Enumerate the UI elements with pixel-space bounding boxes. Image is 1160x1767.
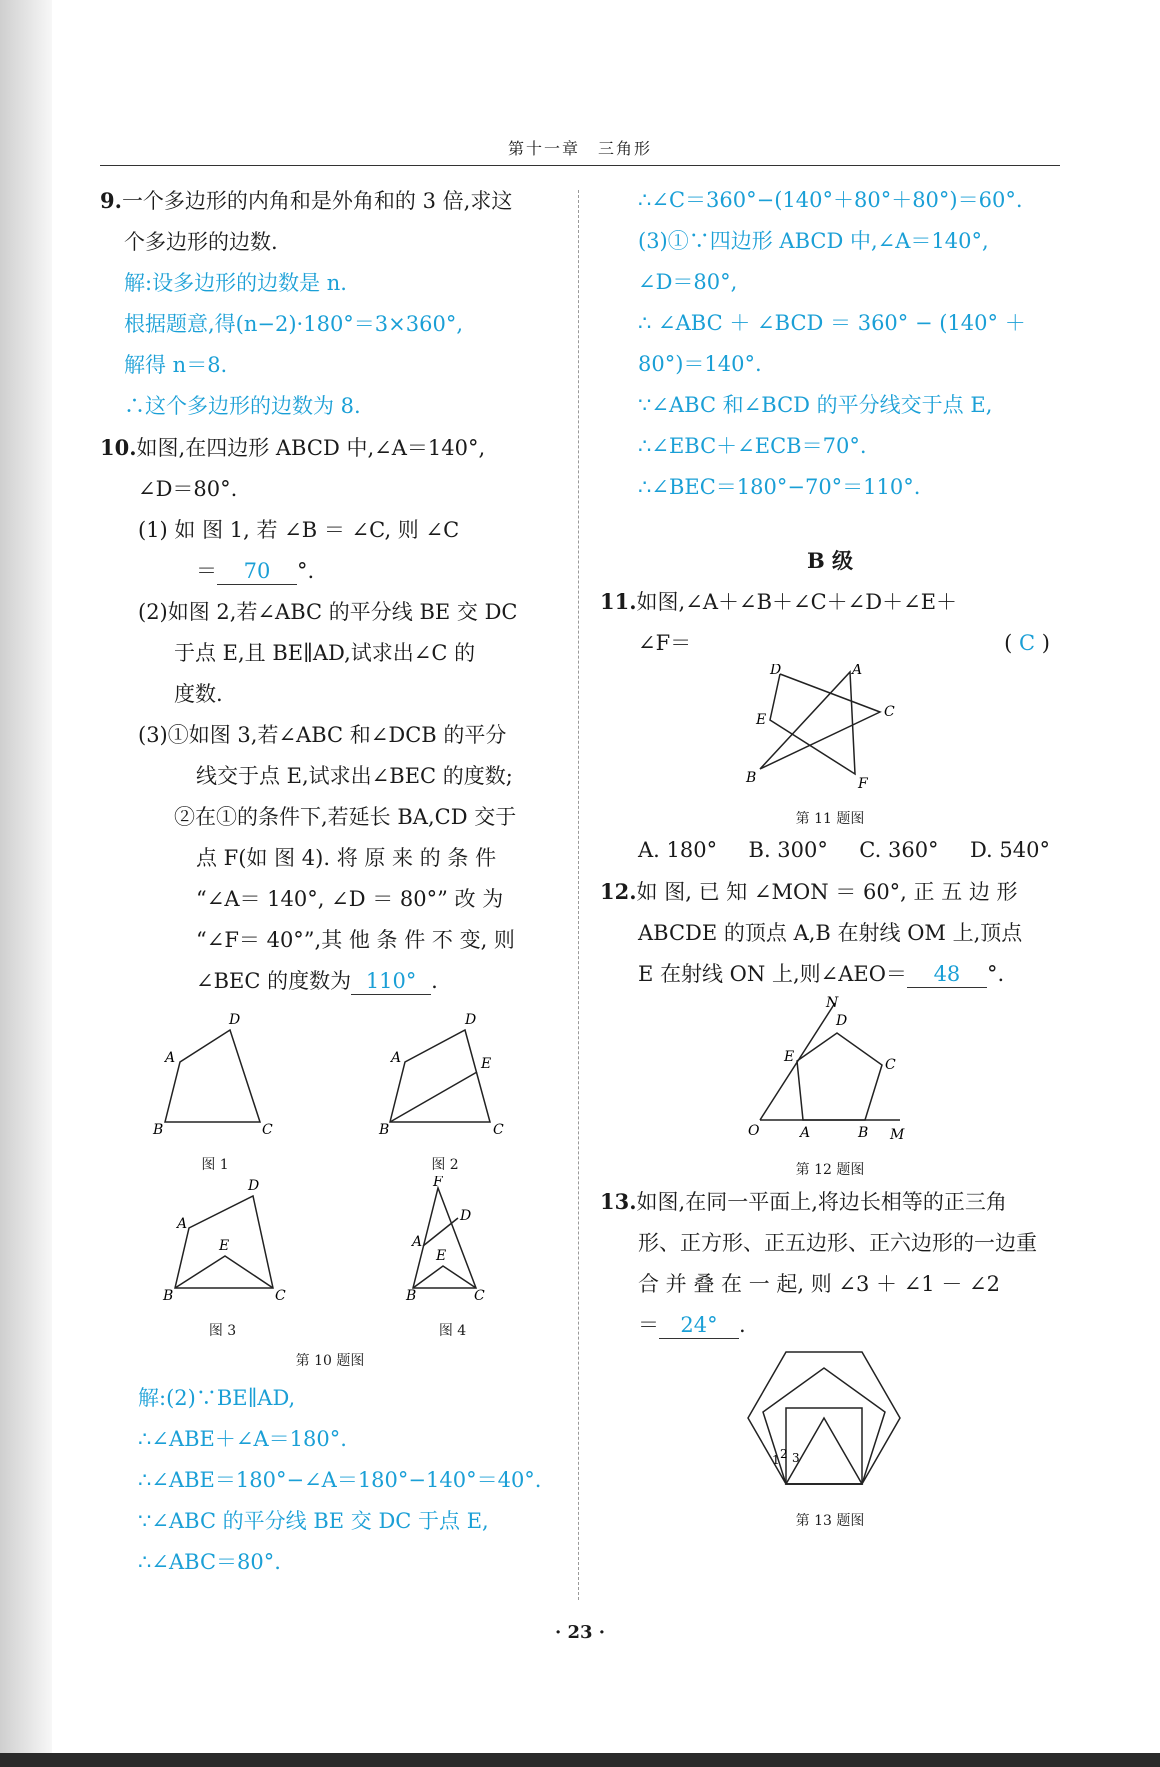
question-text: 如 图, 已 知 ∠MON ＝ 60°, 正 五 边 形 (636, 880, 1018, 904)
part-3-text: “∠F＝ 40°”,其 他 条 件 不 变, 则 (196, 928, 515, 952)
figure-11 (600, 664, 1060, 830)
question-text: 个多边形的边数. (124, 230, 278, 254)
answer-blank: 24° (659, 1312, 739, 1339)
figure-3 (153, 1176, 293, 1342)
svg-text:B: B (162, 1288, 173, 1304)
triangle-fbc (413, 1188, 476, 1288)
level-heading: B 级 (806, 548, 854, 573)
svg-text:A: A (176, 1216, 187, 1232)
svg-text:M: M (890, 1127, 905, 1143)
question-text: 合 并 叠 在 一 起, 则 ∠3 ＋ ∠1 － ∠2 (638, 1272, 1000, 1296)
svg-text:E: E (435, 1248, 446, 1264)
figure-row-2 (100, 1176, 560, 1342)
question-text: ∠D＝80°. (138, 477, 238, 501)
figure-12 (600, 995, 1060, 1181)
part-3-text: 点 F(如 图 4). 将 原 来 的 条 件 (196, 846, 497, 870)
solution-line: ∴这个多边形的边数为 8. (124, 394, 361, 418)
svg-text:E: E (756, 712, 767, 728)
svg-text:B: B (405, 1288, 416, 1304)
svg-text:D: D (465, 1012, 477, 1028)
question-number: 9. (100, 188, 122, 213)
answer-blank: 48 (907, 961, 987, 988)
answer-bracket (1004, 623, 1050, 664)
figure-caption: 第 12 题图 (795, 1162, 865, 1178)
svg-text:D: D (770, 664, 782, 678)
page-number: · 23 · (554, 1622, 606, 1643)
part-3-text: ∠BEC 的度数为 (196, 969, 352, 993)
svg-text:D: D (247, 1178, 259, 1194)
header-rule (100, 165, 1060, 166)
quadrilateral-abcd (390, 1030, 490, 1122)
part-2-text: 于点 E,且 BE∥AD,试求出∠C 的 (174, 641, 476, 665)
solution-line: ∴∠BEC＝180°−70°＝110°. (638, 475, 921, 499)
solution-line: ∵∠ABC 的平分线 BE 交 DC 于点 E, (138, 1509, 489, 1533)
figure-1-diagram (145, 1010, 285, 1140)
svg-text:D: D (836, 1013, 848, 1029)
svg-text:F: F (432, 1176, 443, 1190)
figure-row-1 (100, 1010, 560, 1176)
figure-12-diagram (740, 995, 920, 1145)
svg-text:E: E (784, 1049, 795, 1065)
part-3-text: (3)①如图 3,若∠ABC 和∠DCB 的平分 (138, 723, 507, 747)
solution-line: 80°)＝140°. (638, 352, 762, 376)
question-text: 如图,∠A＋∠B＋∠C＋∠D＋∠E＋ (636, 590, 958, 614)
question-number: 12. (600, 879, 637, 904)
question-text: 如图,在同一平面上,将边长相等的正三角 (636, 1190, 1007, 1214)
bottom-bar (0, 1753, 1160, 1767)
solution-line: ∵∠ABC 和∠BCD 的平分线交于点 E, (638, 393, 993, 417)
figure-4 (398, 1176, 508, 1342)
question-text: 形、正方形、正五边形、正六边形的一边重 (638, 1231, 1037, 1255)
svg-text:D: D (229, 1012, 241, 1028)
solution-line: (3)①∵四边形 ABCD 中,∠A＝140°, (638, 229, 989, 253)
solution-line: ∴∠ABE＋∠A＝180°. (138, 1427, 347, 1451)
answer-blank: 110° (351, 968, 431, 995)
question-unit: °. (986, 962, 1005, 986)
chapter-header: 第十一章 三角形 (507, 139, 652, 158)
figure-caption: 第 11 题图 (795, 811, 865, 827)
solution-line: ∴∠ABC＝80°. (138, 1550, 281, 1574)
part-1-unit: °. (297, 559, 315, 583)
part-3-text: ②在①的条件下,若延长 BA,CD 交于 (174, 805, 517, 829)
question-text: ∠F＝ (638, 631, 692, 655)
figure-11-diagram (740, 664, 920, 794)
svg-text:A: A (411, 1234, 422, 1250)
svg-text:C: C (274, 1288, 286, 1304)
bracket-close: ) (1041, 631, 1050, 655)
pentagon (763, 1368, 885, 1484)
answer-options (600, 830, 1060, 871)
bisector-be (390, 1072, 477, 1122)
option-b: B. 300° (748, 838, 828, 862)
part-2-text: (2)如图 2,若∠ABC 的平分线 BE 交 DC (138, 600, 518, 624)
left-column (100, 180, 560, 1583)
svg-text:E: E (218, 1238, 229, 1254)
figure-2 (375, 1010, 515, 1176)
segment-ad (423, 1218, 458, 1246)
svg-text:C: C (262, 1122, 273, 1138)
figure-caption: 图 4 (438, 1323, 467, 1339)
solution-line: ∴∠EBC＋∠ECB＝70°. (638, 434, 867, 458)
part-1-equals: ＝ (196, 559, 217, 583)
svg-text:A: A (852, 664, 863, 678)
figure-13 (600, 1346, 1060, 1532)
svg-text:B: B (379, 1122, 390, 1138)
question-text: 如图,在四边形 ABCD 中,∠A＝140°, (136, 436, 486, 460)
question-period: . (739, 1313, 746, 1337)
question-13 (600, 1181, 1060, 1532)
svg-text:C: C (884, 704, 895, 720)
solution-line: 根据题意,得(n−2)·180°＝3×360°, (124, 312, 464, 336)
bisectors-be-ce (175, 1256, 273, 1288)
svg-text:3: 3 (792, 1451, 800, 1465)
page-edge-shadow (0, 0, 52, 1767)
quadrilateral-abcd (165, 1030, 260, 1122)
solution-line: 解:设多边形的边数是 n. (124, 271, 347, 295)
solution-line: ∴∠ABE＝180°−∠A＝180°−140°＝40°. (138, 1468, 542, 1492)
question-number: 10. (100, 435, 137, 460)
figure-caption: 第 13 题图 (795, 1513, 865, 1529)
figure-13-diagram (740, 1346, 920, 1496)
part-1-text: (1) 如 图 1, 若 ∠B ＝ ∠C, 则 ∠C (138, 518, 460, 542)
solution-line: ∴∠C＝360°−(140°＋80°＋80°)＝60°. (638, 188, 1023, 212)
figure-caption: 图 1 (201, 1157, 229, 1173)
svg-text:C: C (493, 1122, 504, 1138)
answer-blank: 70 (217, 558, 297, 585)
question-number: 11. (600, 589, 637, 614)
solution-line: 解得 n＝8. (124, 353, 228, 377)
svg-text:B: B (858, 1125, 869, 1141)
question-number: 13. (600, 1189, 637, 1214)
pentagon-abcde (797, 1033, 882, 1120)
figure-1 (145, 1010, 285, 1176)
svg-text:D: D (459, 1208, 471, 1224)
figure-caption: 图 3 (208, 1323, 237, 1339)
figure-4-diagram (398, 1176, 508, 1306)
figure-2-diagram (375, 1010, 515, 1140)
part-3-text: “∠A＝ 140°, ∠D ＝ 80°” 改 为 (196, 887, 504, 911)
svg-text:E: E (481, 1056, 492, 1072)
figure-caption: 图 2 (431, 1157, 459, 1173)
question-text: E 在射线 ON 上,则∠AEO＝ (638, 962, 907, 986)
choice-answer: C (1019, 631, 1036, 655)
question-text: ABCDE 的顶点 A,B 在射线 OM 上,顶点 (638, 921, 1023, 945)
option-a: A. 180° (638, 838, 718, 862)
part-3-text: 线交于点 E,试求出∠BEC 的度数; (196, 764, 513, 788)
question-text: 一个多边形的内角和是外角和的 3 倍,求这 (121, 189, 513, 213)
svg-text:A: A (391, 1050, 402, 1066)
svg-text:N: N (826, 995, 839, 1011)
question-equals: ＝ (638, 1313, 659, 1337)
question-9 (100, 180, 560, 427)
svg-text:A: A (800, 1125, 811, 1141)
solution-line: ∠D＝80°, (638, 270, 738, 294)
figure-caption: 第 10 题图 (295, 1353, 365, 1369)
svg-text:O: O (748, 1123, 760, 1139)
solution-line: 解:(2)∵BE∥AD, (138, 1386, 296, 1410)
svg-text:1: 1 (772, 1453, 780, 1467)
question-11 (600, 581, 1060, 871)
star-figure (760, 672, 880, 774)
svg-text:B: B (746, 770, 757, 786)
part-3-period: . (431, 969, 438, 993)
question-10 (100, 427, 560, 1583)
bisectors-be-ce (413, 1266, 476, 1288)
svg-text:F: F (858, 776, 868, 792)
figure-3-diagram (153, 1176, 293, 1306)
svg-text:A: A (165, 1050, 176, 1066)
svg-text:C: C (473, 1288, 485, 1304)
part-2-text: 度数. (174, 682, 223, 706)
solution-line: ∴ ∠ABC ＋ ∠BCD ＝ 360° − (140° ＋ (638, 311, 1026, 335)
question-12 (600, 871, 1060, 1181)
bracket-open: ( (1004, 631, 1013, 655)
svg-text:C: C (885, 1057, 896, 1073)
right-column (600, 180, 1060, 1532)
svg-text:2: 2 (780, 1447, 788, 1461)
option-c: C. 360° (859, 838, 939, 862)
option-d: D. 540° (969, 838, 1050, 862)
svg-text:B: B (153, 1122, 164, 1138)
column-divider (578, 190, 579, 1600)
